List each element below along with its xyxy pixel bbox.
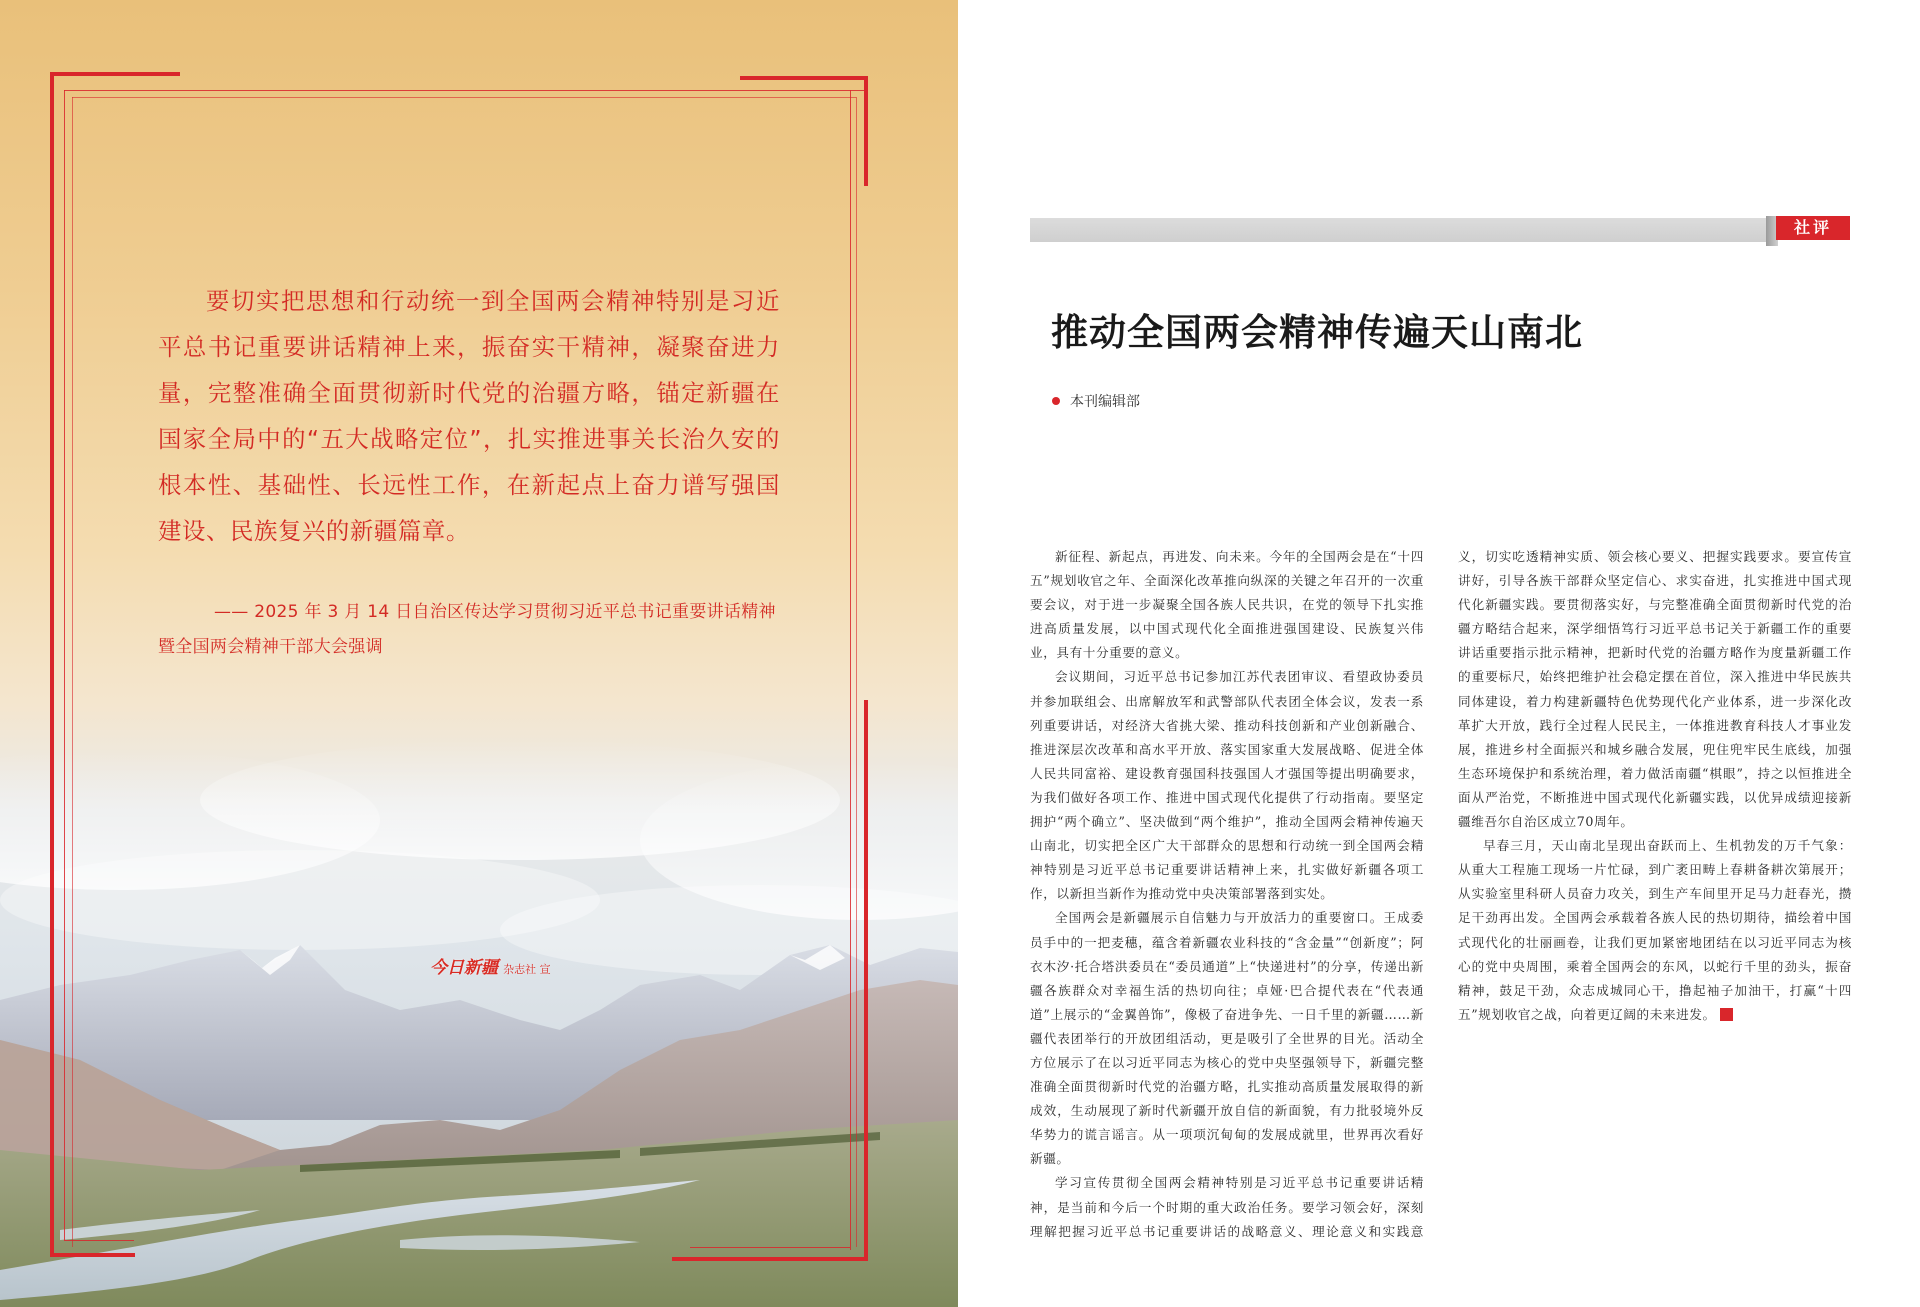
publisher-logo (430, 953, 551, 978)
bullet-dot-icon (1052, 397, 1060, 405)
publisher-suffix: 杂志社 宣 (503, 963, 551, 976)
article-paragraph: 会议期间，习近平总书记参加江苏代表团审议、看望政协委员并参加联组会、出席解放军和武警部队代表团全体会议，发表一系列重要讲话，对经济大省挑大梁、推动科技创新和产业创新融合、推进深层次改革和高水平开放、落实国家重大发展战略、促进全体人民共同富裕、建设教育强国科技强国人才强国等提出明确要求，为我们做好各项工作、推进中国式现代化提供了行动指南。要坚定拥护“两个确立”、坚决做到“两个维护”，推动全国两会精神传遍天山南北，切实把全区广大干部群众的思想和行动统一到全国两会精神特别是习近平总书记重要讲话精神上来，扎实做好新疆各项工作，以新担当新作为推动党中央决策部署落到实处。 (1030, 669, 1424, 902)
frame-bottom-right-horizontal (672, 1257, 866, 1261)
article-title: 推动全国两会精神传遍天山南北 (1051, 311, 1583, 354)
right-page (958, 0, 1920, 1307)
inner-line-top-left (64, 90, 864, 91)
inner-line-left-2 (72, 97, 73, 1247)
article-end-mark-icon (1720, 1008, 1733, 1021)
section-tag: 社评 (1776, 216, 1850, 240)
publisher-name: 今日新疆 (430, 958, 498, 978)
inner-line-top-left-2 (72, 97, 856, 98)
quote-source: —— 2025 年 3 月 14 日自治区传达学习贯彻习近平总书记重要讲话精神暨全国两会精神干部大会强调 (158, 602, 776, 657)
inner-line-bottom-right (690, 1247, 850, 1248)
frame-top-right-vertical (864, 76, 868, 186)
inner-line-bottom-left (64, 1240, 134, 1241)
byline-author: 本刊编辑部 (1070, 394, 1140, 410)
article-paragraph-last (1458, 834, 1852, 1027)
article-paragraph: 全国两会是新疆展示自信魅力与开放活力的重要窗口。王成委员手中的一把麦穗，蕴含着新疆农业科技的“含金量”“创新度”；阿衣木汐·托合塔洪委员在“委员通道”上“快递进村”的分享，传递出新疆各族群众对幸福生活的热切向往；卓娅·巴合提代表在“代表通道”上展示的“金翼兽饰”，像极了奋进争先、一日千里的新疆……新疆代表团举行的开放团组活动，更是吸引了全世界的目光。活动全方位展示了在以习近平同志为核心的党中央坚强领导下，新疆完整准确全面贯彻新时代党的治疆方略，扎实推动高质量发展取得的新成效，生动展现了新时代新疆开放自信的新面貌，有力批驳境外反华势力的谎言谣言。从一项项沉甸甸的发展成就里，世界再次看好新疆。 (1030, 910, 1424, 1167)
article-body (1030, 545, 1852, 1245)
frame-top-left-horizontal (50, 72, 180, 76)
frame-bottom-left-horizontal (50, 1253, 135, 1257)
article-paragraph-last-text: 早春三月，天山南北呈现出奋跃而上、生机勃发的万千气象：从重大工程施工现场一片忙碌，到广袤田畴上春耕备耕次第展开；从实验室里科研人员奋力攻关，到生产车间里开足马力赶春光，攒足干劲再出发。全国两会承载着各族人民的热切期待，描绘着中国式现代化的壮丽画卷，让我们更加紧密地团结在以习近平同志为核心的党中央周围，乘着全国两会的东风，以蛇行千里的劲头，振奋精神，鼓足干劲，众志成城同心干，撸起袖子加油干，打赢“十四五”规划收官之战，向着更辽阔的未来进发。 (1458, 838, 1852, 1022)
frame-top-right-horizontal (740, 76, 868, 80)
byline (1052, 391, 1140, 411)
featured-quote: 要切实把思想和行动统一到全国两会精神特别是习近平总书记重要讲话精神上来，振奋实干精神，凝聚奋进力量，完整准确全面贯彻新时代党的治疆方略，锚定新疆在国家全局中的“五大战略定位”，扎实推进事关长治久安的根本性、基础性、长远性工作，在新起点上奋力谱写强国建设、民族复兴的新疆篇章。 (158, 287, 780, 545)
article-paragraph: 学习宣传贯彻全国两会精神特别是习近平总书记重要讲话精神，是当前和今后一个时期的重大政治任务。要学习领会好，深刻理解把握习近平总书记重要讲话的战略意义、理论意义和实践意义，切实吃透精神实质、领会核心要义、把握实践要求。要宣传宣讲好，引导各族干部群众坚定信心、求实奋进，扎实推进中国式现代化新疆实践。要贯彻落实好，与完整准确全面贯彻新时代党的治疆方略结合起来，深学细悟笃行习近平总书记关于新疆工作的重要讲话重要指示批示精神，把新时代党的治疆方略作为度量新疆工作的重要标尺，始终把维护社会稳定摆在首位，深入推进中华民族共同体建设，着力构建新疆特色优势现代化产业体系，进一步深化改革扩大开放，践行全过程人民民主，一体推进教育科技人才事业发展，推进乡村全面振兴和城乡融合发展，兜住兜牢民生底线，加强生态环境保护和系统治理，着力做活南疆“棋眼”，持之以恒推进全面从严治党，不断推进中国式现代化新疆实践，以优异成绩迎接新疆维吾尔自治区成立70周年。 (1030, 549, 1852, 1239)
inner-line-right (850, 90, 851, 1250)
article-paragraph: 新征程、新起点，再进发、向未来。今年的全国两会是在“十四五”规划收官之年、全面深化改革推向纵深的关键之年召开的一次重要会议，对于进一步凝聚全国各族人民共识，在党的领导下扎实推进高质量发展，以中国式现代化全面推进强国建设、民族复兴伟业，具有十分重要的意义。 (1030, 549, 1424, 661)
section-header-bar (1030, 218, 1770, 242)
inner-line-right-2 (856, 97, 857, 1247)
left-page (0, 0, 958, 1307)
frame-top-left-vertical (50, 72, 54, 1257)
frame-right-lower-vertical (864, 700, 868, 1261)
inner-line-left (64, 90, 65, 1240)
